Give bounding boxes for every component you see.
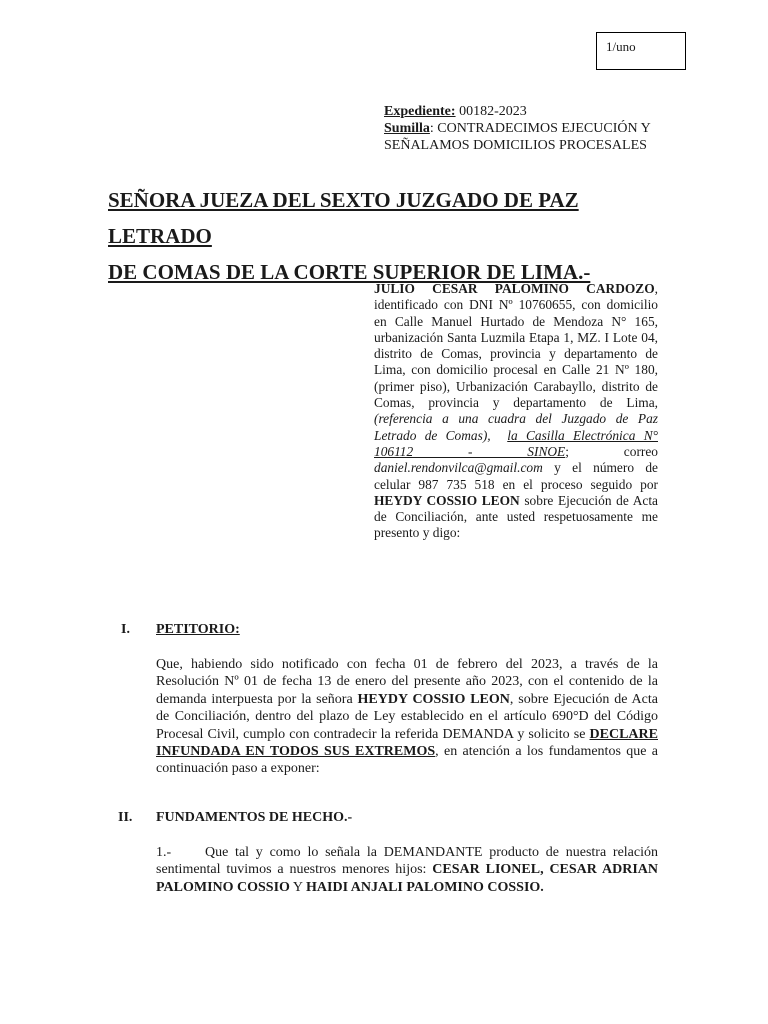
expediente-value: 00182-2023 — [455, 104, 527, 119]
court-title — [108, 182, 668, 290]
party-reference: (referencia a una cuadra del Juzgado de Paz Letrado de Comas), — [374, 411, 658, 443]
petitorio-text-3: , en atención a los fundamentos que a continuación paso a exponer: — [156, 744, 659, 777]
sumilla-value: : CONTRADECIMOS EJECUCIÓN Y SEÑALAMOS DOMICILIOS PROCESALES — [384, 121, 651, 153]
party-name: JULIO CESAR PALOMINO CARDOZO — [374, 281, 655, 296]
party-casilla: la Casilla Electrónica N° 106112 - SINOE — [374, 427, 658, 459]
case-header — [384, 103, 684, 154]
expediente-line — [384, 103, 684, 120]
fundamento-1-children-2: HAIDI ANJALI PALOMINO COSSIO. — [306, 879, 544, 895]
section-1-number: I. — [121, 622, 130, 637]
petitorio-text-1: Que, habiendo sido notificado con fecha 01 de febrero del 2023, a través de la Resolución Nº 01 de fecha 13 de enero del presente año 2023, con el contenido de la demanda interpuesta por la señora — [156, 657, 658, 707]
fundamento-1-paragraph — [156, 844, 662, 896]
fundamento-1-text-2: Y — [289, 879, 307, 895]
party-text-2: ; correo — [565, 443, 658, 459]
petitorio-text-2: , sobre Ejecución de Acta de Conciliación, dentro del plazo de Ley establecido en el artículo 690°D del Código Procesal Civil, cumplo con contradecir la referida DEMANDA y solicito se — [156, 691, 658, 742]
petitorio-name: HEYDY COSSIO LEON — [357, 691, 510, 707]
party-email: daniel.rendonvilca@gmail.com — [374, 460, 543, 476]
section-2-number: II. — [118, 810, 133, 825]
party-text-3: y el número de celular 987 735 518 en el proceso seguido por — [374, 460, 658, 492]
expediente-label: Expediente: — [384, 104, 456, 119]
party-demandante: HEYDY COSSIO LEON — [374, 492, 520, 508]
sumilla-label: Sumilla — [384, 121, 430, 136]
party-text-4: sobre Ejecución de Acta de Conciliación, ante usted respetuosamente me presento y digo: — [374, 492, 658, 541]
section-2-title: FUNDAMENTOS DE HECHO.- — [156, 810, 353, 825]
sumilla-line — [384, 120, 684, 154]
fundamento-1-children-1: CESAR LIONEL, CESAR ADRIAN PALOMINO COSSIO — [156, 862, 662, 895]
petitorio-declare: DECLARE INFUNDADA EN TODOS SUS EXTREMOS — [156, 726, 658, 760]
page-number-box — [596, 32, 686, 70]
title-line-2: DE COMAS DE LA CORTE SUPERIOR DE LIMA.- — [108, 260, 591, 284]
section-1-title: PETITORIO: — [156, 622, 240, 637]
title-line-1: SEÑORA JUEZA DEL SEXTO JUZGADO DE PAZ LETRADO — [108, 188, 579, 248]
party-introduction — [374, 281, 658, 542]
page-number: 1/uno — [606, 39, 636, 54]
fundamento-1-text-1: 1.- Que tal y como lo señala la DEMANDANTE producto de nuestra relación sentimental tuvimos a nuestros menores hijos: — [156, 845, 662, 878]
petitorio-paragraph — [156, 656, 658, 778]
party-text-1: , identificado con DNI Nº 10760655, con domicilio en Calle Manuel Hurtado de Mendoza N° 165, urbanización Santa Luzmila Etapa 1, MZ. I Lote 04, distrito de Comas, provincia y departamento de Lima, con domicilio procesal en Calle 21 Nº 180, (primer piso), Urbanización Carabayllo, distrito de Comas, provincia y departamento de Lima, — [374, 281, 658, 411]
